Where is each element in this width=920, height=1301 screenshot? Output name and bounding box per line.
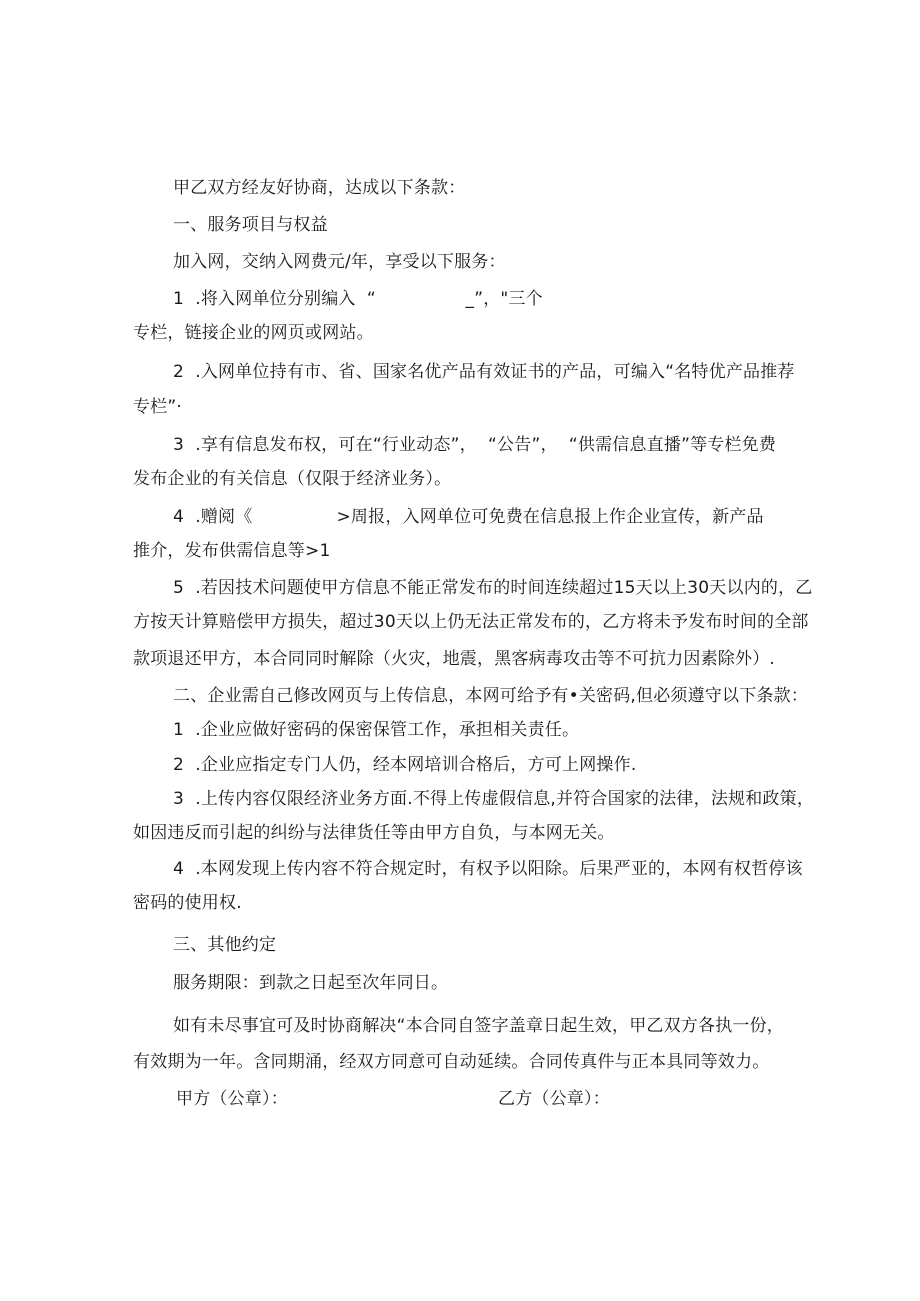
section3-heading: 三、其他约定 <box>173 935 277 955</box>
party-a-seal: 甲方（公章）： <box>176 1089 288 1109</box>
s1-item3-line2: 发布企业的有关信息（仅限于经济业务）。 <box>133 469 452 489</box>
s2-item4-line2: 密码的使用权. <box>133 893 242 913</box>
service-term: 服务期限：到款之日起至次年同日。 <box>173 973 449 993</box>
s2-item3-line1: 3 .上传内容仅限经济业务方面.不得上传虚假信息,并符合国家的法律，法规和政策， <box>173 789 815 809</box>
s2-item4-line1: 4 .本网发现上传内容不符合规定时，有权予以阳除。后果严亚的，本网有权哲停该 <box>173 859 803 879</box>
s1-item2-line1: 2 .入网单位持有市、省、国家名优产品有效证书的产品，可编入“名特优产品推荐 <box>173 362 795 382</box>
s1-item1-line2: 专栏，链接企业的网页或网站。 <box>133 323 374 343</box>
s2-item3-line2: 如因违反而引起的纠纷与法律货任等由甲方自负，与本网无关。 <box>133 823 615 843</box>
s1-item5-line3: 款项退还甲方，本合同同时解除（火灾，地震，黑客病毒攻击等不可抗力因素除外）. <box>133 649 776 669</box>
s1-item5-line1: 5 .若因技术问题使甲方信息不能正常发布的时间连续超过15天以上30天以内的，乙 <box>173 578 813 598</box>
s2-item1-line1: 1 .企业应做好密码的保密保管工作，承担相关责任。 <box>173 720 580 740</box>
misc-line1: 如有未尽事宜可及时协商解决“本合同自签字盖章日起生效，甲乙双方各执一份， <box>173 1016 785 1036</box>
intro-text: 甲乙双方经友好协商，达成以下条款： <box>173 178 466 198</box>
section1-lead: 加入网，交纳入网费元/年，享受以下服务： <box>173 252 506 272</box>
s1-item4-line2: 推介，发布供需信息等>1 <box>133 541 331 561</box>
section1-heading: 一、服务项目与权益 <box>173 215 328 235</box>
s1-item5-line2: 方按天计算赔偿甲方损失，超过30天以上仍无法正常发布的，乙方将未予发布时间的全部 <box>133 612 809 632</box>
s1-item4-line1: 4 .赠阅《 >周报，入网单位可免费在信息报上作企业宣传，新产品 <box>173 507 764 527</box>
s1-item2-line2: 专栏”· <box>133 397 183 417</box>
s1-item3-line1: 3 .享有信息发布权，可在“行业动态”， “公告”， “供需信息直播”等专栏免费 <box>173 435 777 455</box>
party-b-seal: 乙方（公章）： <box>498 1089 610 1109</box>
s1-item1-line1: 1 .将入网单位分别编入 “ _”，"三个 <box>173 289 543 309</box>
s2-item2-line1: 2 .企业应指定专门人仍，经本网培训合格后，方可上网操作. <box>173 755 637 775</box>
misc-line2: 有效期为一年。含同期涌，经双方同意可自动延续。合同传真件与正本具同等效力。 <box>133 1052 770 1072</box>
section2-heading: 二、企业需自己修改网页与上传信息，本网可给予有•关密码,但必须遵守以下条款： <box>173 686 809 706</box>
